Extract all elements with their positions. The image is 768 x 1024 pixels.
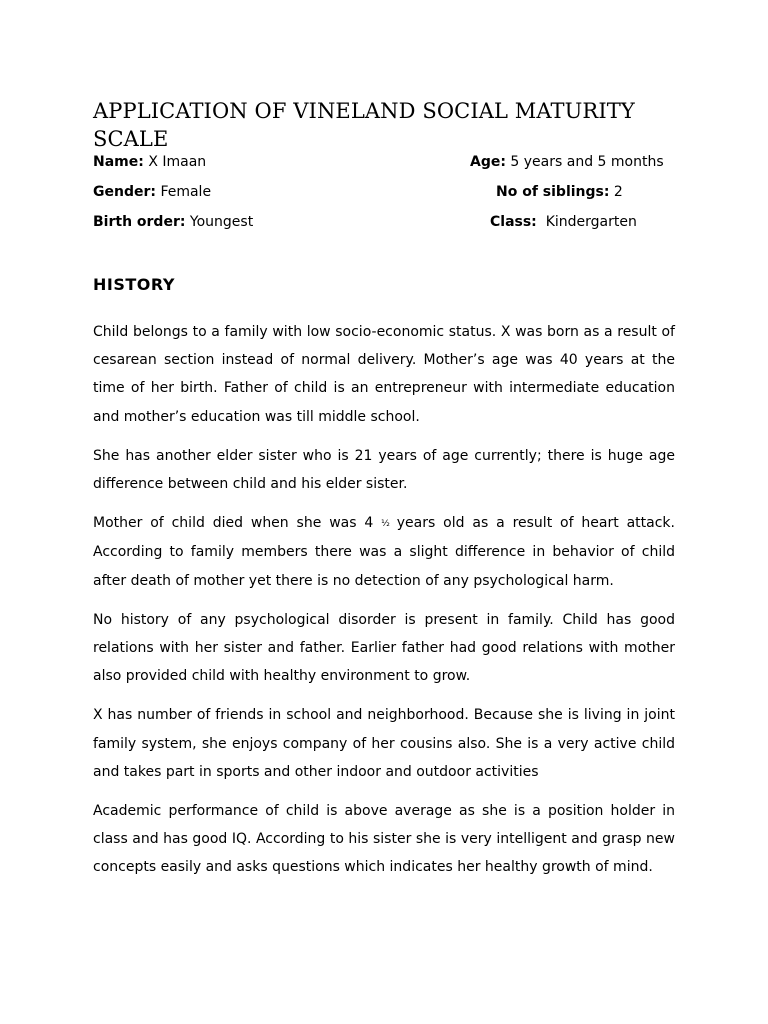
half-fraction: ½ (381, 519, 389, 530)
history-paragraph-2: She has another elder sister who is 21 years of age currently; there is huge age difference between child and his elder sister. (93, 447, 675, 493)
history-paragraph-3 (93, 509, 675, 595)
gender-value: Female (160, 184, 212, 200)
info-row-name-age (0, 152, 768, 172)
history-paragraph-6: Academic performance of child is above average as she is a position holder in class and has good IQ. According to his sister she is very intelligent and grasp new concepts easily and asks questions which indicates her healthy growth of mind. (93, 803, 675, 876)
paragraph-3-start: Mother of child died when she was 4 (93, 515, 382, 532)
name-field (93, 152, 206, 172)
gender-label: Gender: (93, 184, 156, 200)
siblings-field (496, 182, 623, 202)
history-heading: HISTORY (93, 275, 175, 294)
history-body (93, 318, 675, 893)
name-label: Name: (93, 154, 144, 170)
class-label: Class: (490, 214, 537, 230)
birth-order-label: Birth order: (93, 214, 186, 230)
birth-order-field (93, 212, 253, 232)
age-label: Age: (470, 154, 506, 170)
siblings-value: 2 (613, 184, 623, 200)
info-row-birth-class (0, 212, 768, 232)
name-value: X Imaan (148, 154, 207, 170)
history-paragraph-5: X has number of friends in school and neighborhood. Because she is living in joint family system, she enjoys company of her cousins also. She is a very active child and takes part in sports and other indoor and outdoor activities (93, 707, 675, 780)
age-field (470, 152, 664, 172)
paragraph-3-end: years old as a result of heart attack. According to family members there was a slight difference in behavior of child after death of mother yet there is no detection of any psychological harm. (93, 515, 675, 589)
history-paragraph-4: No history of any psychological disorder is present in family. Child has good relations with her sister and father. Earlier father had good relations with mother also provided child with healthy environment to grow. (93, 611, 675, 685)
gender-field (93, 182, 211, 202)
info-row-gender-siblings (0, 182, 768, 202)
class-value: Kindergarten (545, 214, 637, 230)
class-field (490, 212, 637, 232)
siblings-label: No of siblings: (496, 184, 610, 200)
document-title: APPLICATION OF VINELAND SOCIAL MATURITY SCALE (93, 99, 635, 151)
birth-order-value: Youngest (189, 214, 254, 230)
age-value: 5 years and 5 months (510, 154, 664, 170)
history-paragraph-1: Child belongs to a family with low socio-economic status. X was born as a result of cesarean section instead of normal delivery. Mother’s age was 40 years at the time of her birth. Father of child is an entrepreneur with intermediate education and mother’s education was till middle school. (93, 324, 675, 425)
